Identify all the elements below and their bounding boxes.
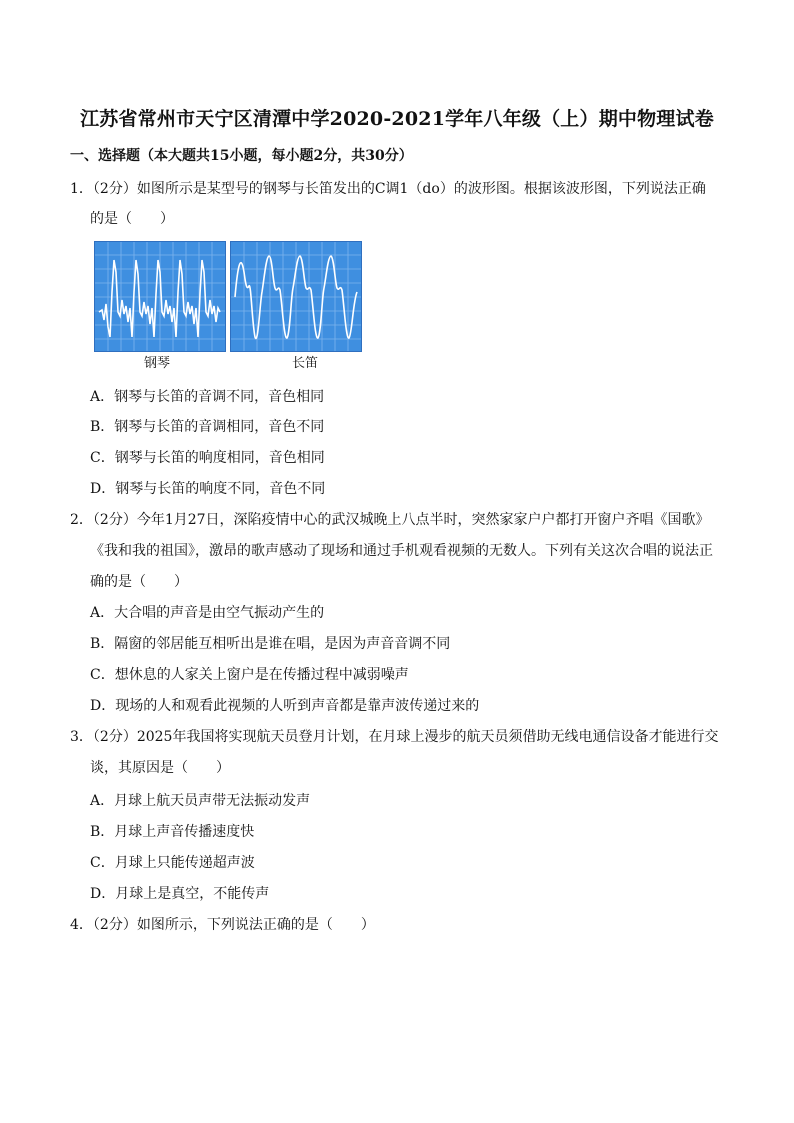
- q3-option-b: B．月球上声音传播速度快: [90, 824, 255, 840]
- q3-option-d: D．月球上是真空，不能传声: [90, 886, 270, 902]
- q1-stem-line1: 1．（2分）如图所示是某型号的钢琴与长笛发出的C调1（do）的波形图。根据该波形图，下列说法正确: [70, 181, 706, 197]
- q3-option-a: A．月球上航天员声带无法振动发声: [90, 793, 311, 809]
- page-title: 江苏省常州市天宁区清潭中学2020-2021学年八年级（上）期中物理试卷: [80, 108, 714, 130]
- q2-option-a: A．大合唱的声音是由空气振动产生的: [90, 605, 325, 621]
- q4-stem-line1: 4．（2分）如图所示，下列说法正确的是（ ）: [70, 917, 375, 933]
- q1-stem-line2: 的是（ ）: [90, 211, 174, 227]
- piano-caption: 钢琴: [144, 356, 171, 371]
- q2-option-c: C．想休息的人家关上窗户是在传播过程中减弱噪声: [90, 667, 409, 683]
- q3-option-c: C．月球上只能传递超声波: [90, 855, 255, 871]
- q1-option-d: D．钢琴与长笛的响度不同，音色不同: [90, 481, 326, 497]
- flute-waveform-panel: [230, 241, 362, 352]
- q2-stem-line3: 确的是（ ）: [90, 574, 188, 590]
- q2-stem-line2: 《我和我的祖国》，激昂的歌声感动了现场和通过手机观看视频的无数人。下列有关这次合唱的说法正: [90, 543, 713, 559]
- q3-stem-line2: 谈，其原因是（ ）: [90, 760, 230, 776]
- q1-waveform-figure: [94, 241, 364, 351]
- q3-stem-line1: 3．（2分）2025年我国将实现航天员登月计划，在月球上漫步的航天员须借助无线电通信设备才能进行交: [70, 729, 719, 745]
- q1-option-a: A．钢琴与长笛的音调不同，音色相同: [90, 389, 325, 405]
- q1-option-b: B．钢琴与长笛的音调相同，音色不同: [90, 419, 325, 435]
- q2-stem-line1: 2．（2分）今年1月27日，深陷疫情中心的武汉城晚上八点半时，突然家家户户都打开窗户齐唱《国歌》: [70, 512, 710, 528]
- q2-option-b: B．隔窗的邻居能互相听出是谁在唱，是因为声音音调不同: [90, 636, 451, 652]
- q2-option-d: D．现场的人和观看此视频的人听到声音都是靠声波传递过来的: [90, 698, 480, 714]
- piano-waveform-panel: [94, 241, 226, 352]
- section-heading: 一、选择题（本大题共15小题，每小题2分，共30分）: [70, 148, 413, 164]
- flute-caption: 长笛: [292, 356, 319, 371]
- q1-option-c: C．钢琴与长笛的响度相同，音色相同: [90, 450, 325, 466]
